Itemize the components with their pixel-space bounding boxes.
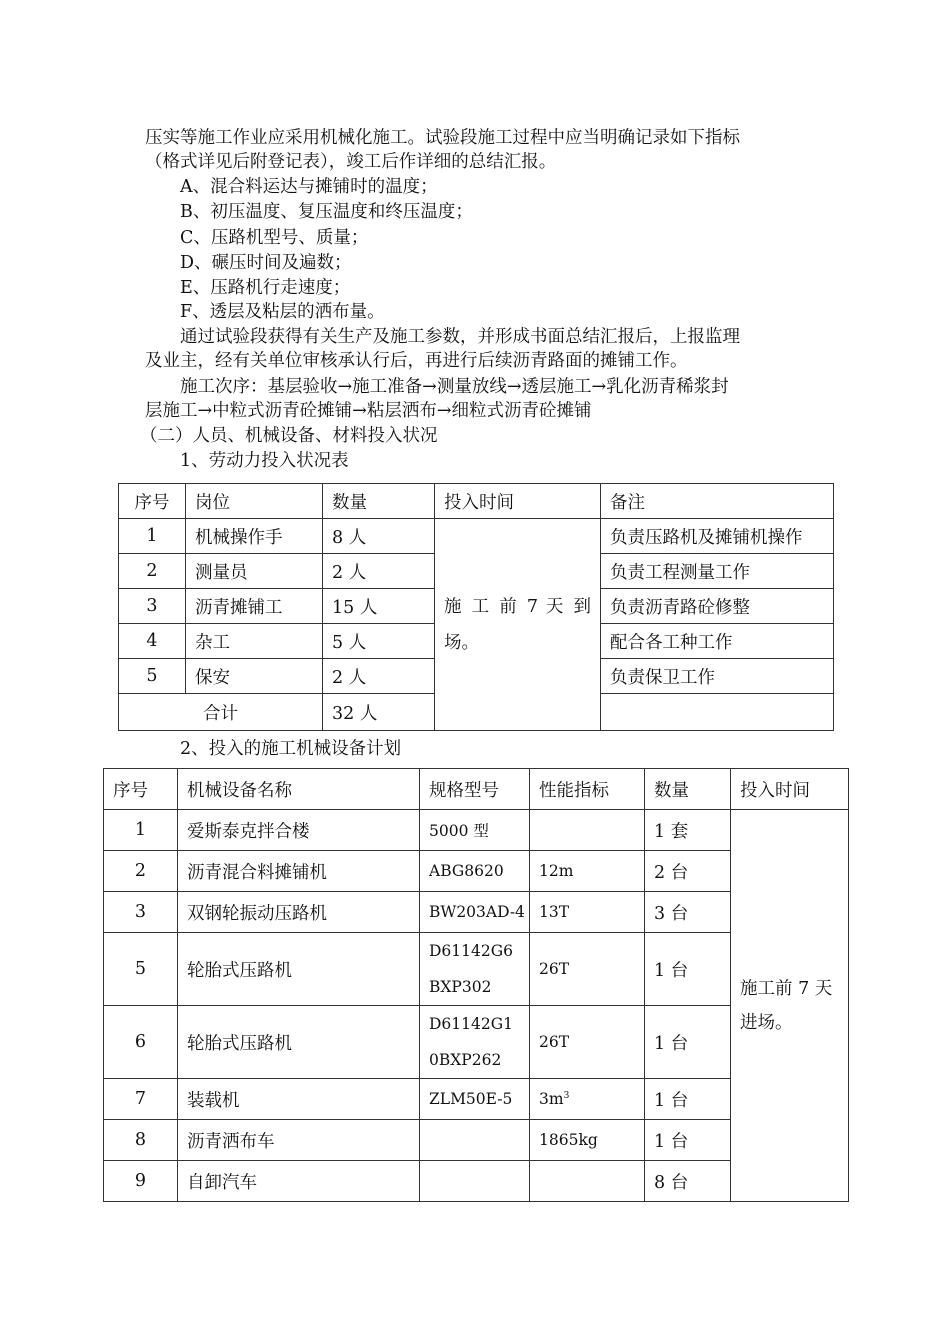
cell-post: 保安	[186, 659, 323, 694]
cell-name: 轮胎式压路机	[178, 1006, 420, 1079]
cell-model: 5000 型	[420, 810, 530, 851]
cell-note: 负责沥青路砼修整	[601, 589, 834, 624]
table-header-row	[104, 769, 849, 810]
header-cell: 机械设备名称	[178, 769, 420, 810]
labor-table	[118, 483, 834, 731]
section-heading: （二）人员、机械设备、材料投入状况	[140, 426, 438, 446]
cell-no: 4	[119, 624, 186, 659]
equipment-table	[103, 768, 849, 1202]
table-row	[119, 519, 834, 554]
table-row	[104, 810, 849, 851]
list-item: F、透层及粘层的洒布量。	[180, 302, 385, 322]
cell-spec: 26T	[530, 1006, 645, 1079]
header-cell: 数量	[645, 769, 731, 810]
cell-spec: 26T	[530, 933, 645, 1006]
spec-value: 3m	[539, 1090, 564, 1108]
cell-model	[420, 1161, 530, 1202]
total-qty: 32 人	[323, 694, 435, 731]
cell-name: 装载机	[178, 1079, 420, 1120]
header-cell: 序号	[104, 769, 178, 810]
cell-name: 自卸汽车	[178, 1161, 420, 1202]
cell-model: D61142G6BXP302	[420, 933, 530, 1006]
header-cell: 岗位	[186, 484, 323, 519]
cell-qty: 8 台	[645, 1161, 731, 1202]
header-cell: 投入时间	[731, 769, 849, 810]
cell-qty: 1 台	[645, 933, 731, 1006]
cell-model: BW203AD-4	[420, 892, 530, 933]
paragraph-line: 通过试验段获得有关生产及施工参数，并形成书面总结汇报后，上报监理	[180, 327, 740, 347]
cell-qty: 1 套	[645, 810, 731, 851]
cell-qty: 3 台	[645, 892, 731, 933]
cell-time: 施工前 7 天进场。	[731, 810, 849, 1202]
header-cell: 备注	[601, 484, 834, 519]
cell-model: D61142G10BXP262	[420, 1006, 530, 1079]
cell-post: 机械操作手	[186, 519, 323, 554]
cell-name: 双钢轮振动压路机	[178, 892, 420, 933]
cell-no: 2	[104, 851, 178, 892]
header-cell: 投入时间	[435, 484, 601, 519]
table-title: 2、投入的施工机械设备计划	[180, 739, 402, 759]
cell-no: 9	[104, 1161, 178, 1202]
cell-no: 6	[104, 1006, 178, 1079]
list-item: E、压路机行走速度；	[180, 278, 351, 298]
cell-spec: 12m	[530, 851, 645, 892]
list-item: D、碾压时间及遍数；	[180, 253, 352, 273]
cell-post: 沥青摊铺工	[186, 589, 323, 624]
cell-no: 1	[104, 810, 178, 851]
cell-qty: 15 人	[323, 589, 435, 624]
cell-qty: 2 人	[323, 659, 435, 694]
cell-qty: 5 人	[323, 624, 435, 659]
cell-qty: 8 人	[323, 519, 435, 554]
cell-spec: 1865kg	[530, 1120, 645, 1161]
list-item: A、混合料运达与摊铺时的温度；	[180, 177, 438, 197]
cell-no: 3	[104, 892, 178, 933]
spec-superscript: 3	[563, 1091, 570, 1101]
cell-time: 施 工 前 7 天 到 场。	[435, 519, 601, 731]
paragraph-line: 及业主，经有关单位审核承认行后，再进行后续沥青路面的摊铺工作。	[145, 351, 688, 371]
cell-name: 爱斯泰克拌合楼	[178, 810, 420, 851]
paragraph-line: 层施工→中粒式沥青砼摊铺→粘层洒布→细粒式沥青砼摊铺	[145, 401, 592, 421]
cell-post: 测量员	[186, 554, 323, 589]
cell-qty: 2 台	[645, 851, 731, 892]
paragraph-line: 施工次序：基层验收→施工准备→测量放线→透层施工→乳化沥青稀浆封	[180, 377, 729, 397]
header-cell: 规格型号	[420, 769, 530, 810]
cell-name: 沥青洒布车	[178, 1120, 420, 1161]
cell-model: ZLM50E-5	[420, 1079, 530, 1120]
cell-no: 7	[104, 1079, 178, 1120]
header-cell: 序号	[119, 484, 186, 519]
cell-spec	[530, 1079, 645, 1120]
cell-qty: 1 台	[645, 1120, 731, 1161]
cell-note	[601, 694, 834, 731]
cell-model	[420, 1120, 530, 1161]
cell-no: 5	[119, 659, 186, 694]
cell-note: 配合各工种工作	[601, 624, 834, 659]
cell-post: 杂工	[186, 624, 323, 659]
cell-name: 轮胎式压路机	[178, 933, 420, 1006]
cell-no: 3	[119, 589, 186, 624]
cell-note: 负责工程测量工作	[601, 554, 834, 589]
cell-name: 沥青混合料摊铺机	[178, 851, 420, 892]
cell-note: 负责压路机及摊铺机操作	[601, 519, 834, 554]
cell-qty: 1 台	[645, 1006, 731, 1079]
table-title: 1、劳动力投入状况表	[180, 451, 349, 471]
cell-spec	[530, 1161, 645, 1202]
cell-qty: 2 人	[323, 554, 435, 589]
cell-note: 负责保卫工作	[601, 659, 834, 694]
paragraph-line: 压实等施工作业应采用机械化施工。试验段施工过程中应当明确记录如下指标	[145, 128, 740, 148]
cell-spec	[530, 810, 645, 851]
list-item: C、压路机型号、质量；	[180, 228, 369, 248]
paragraph-line: （格式详见后附登记表），竣工后作详细的总结汇报。	[145, 152, 557, 172]
cell-model: ABG8620	[420, 851, 530, 892]
header-cell: 性能指标	[530, 769, 645, 810]
list-item: B、初压温度、复压温度和终压温度；	[180, 202, 473, 222]
cell-no: 8	[104, 1120, 178, 1161]
header-cell: 数量	[323, 484, 435, 519]
cell-no: 1	[119, 519, 186, 554]
table-header-row	[119, 484, 834, 519]
cell-spec: 13T	[530, 892, 645, 933]
cell-no: 2	[119, 554, 186, 589]
cell-no: 5	[104, 933, 178, 1006]
cell-qty: 1 台	[645, 1079, 731, 1120]
total-label: 合计	[119, 694, 323, 731]
